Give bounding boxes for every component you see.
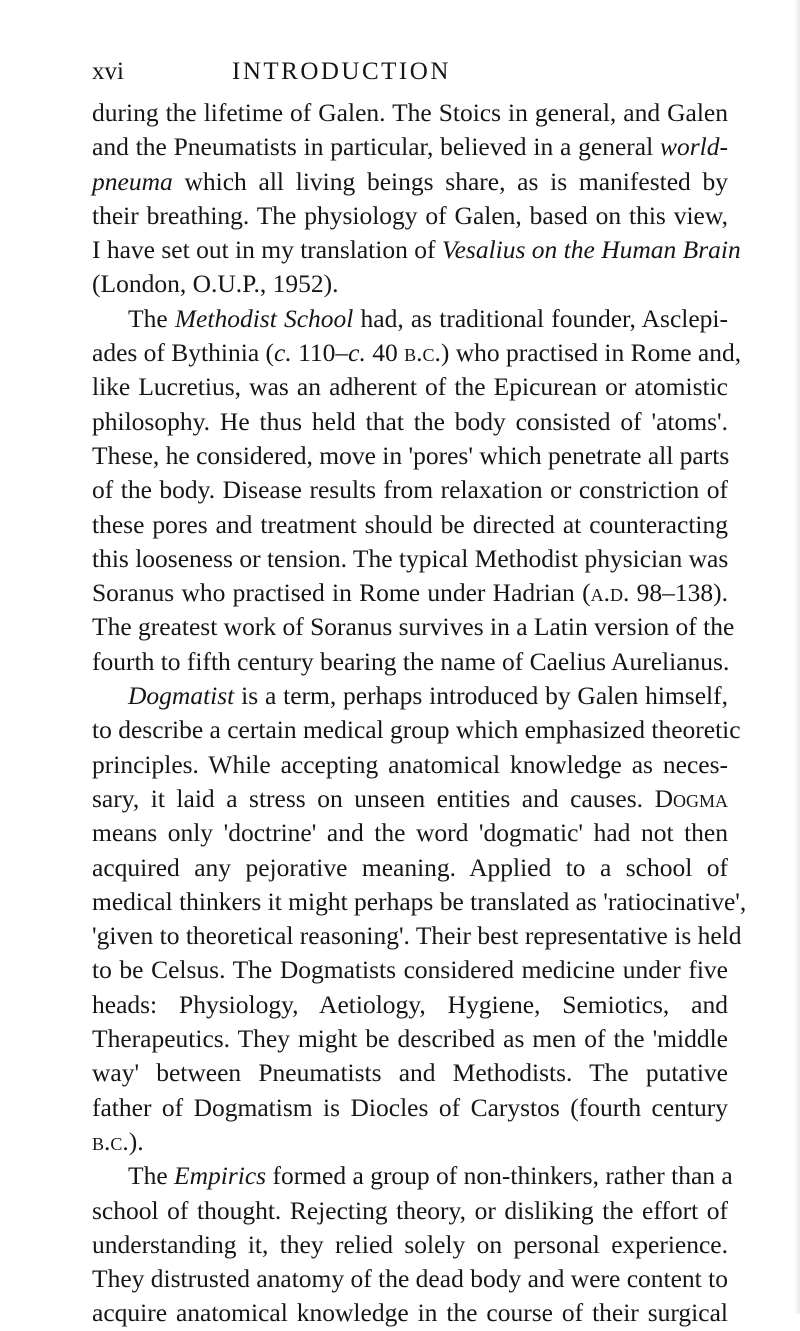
text-line: (London, O.U.P., 1952). (92, 269, 339, 299)
paragraph-empirics (92, 1159, 733, 1330)
small-caps-term: Dogma (654, 783, 728, 813)
text-line: heads: Physiology, Aetiology, Hygiene, Semiotics, and (92, 989, 728, 1019)
italic-term: world- (659, 132, 728, 162)
text-line: fourth to fifth century bearing the name of Caelius Aurelianus. (92, 646, 730, 676)
text-line: acquired any pejorative meaning. Applied to a school of (92, 852, 728, 882)
italic-circa: c. (274, 338, 292, 368)
text-line: these pores and treatment should be directed at counteracting (92, 509, 728, 539)
text-line: principles. While accepting anatomical knowledge as neces- (92, 749, 728, 779)
text-line: philosophy. He thus held that the body consisted of 'atoms'. (92, 406, 728, 436)
italic-term: Methodist School (174, 303, 354, 333)
text-line: pneuma which all living beings share, as is manifested by (92, 166, 728, 196)
chapter-title: INTRODUCTION (232, 58, 451, 85)
text-line: They distrusted anatomy of the dead body and were content to (92, 1264, 728, 1294)
italic-term: pneuma (92, 166, 173, 196)
text-line: like Lucretius, was an adherent of the Epicurean or atomistic (92, 372, 728, 402)
era-label: a.d. (590, 578, 630, 608)
text-line: during the lifetime of Galen. The Stoics in general, and Galen (92, 98, 728, 127)
page-number: xvi (92, 58, 124, 85)
text-line: to be Celsus. The Dogmatists considered medicine under five (92, 955, 728, 985)
book-page (92, 58, 747, 1331)
italic-term: Dogmatist (128, 681, 235, 711)
italic-circa: c. (348, 338, 366, 368)
text-line: of the body. Disease results from relaxation or constriction of (92, 475, 728, 505)
text-line: medical thinkers it might perhaps be translated as 'ratiocinative', (92, 886, 747, 916)
running-head (92, 58, 728, 92)
text-line: The Empirics formed a group of non-thinkers, rather than a (128, 1161, 733, 1191)
text-line: and the Pneumatists in particular, believed in a general world- (92, 132, 728, 162)
text-line: school of thought. Rejecting theory, or disliking the effort of (92, 1195, 728, 1225)
era-label: b.c. (92, 1126, 129, 1156)
paragraph-galen-stoics (92, 96, 741, 302)
text-line: The Methodist School had, as traditional founder, Asclepi- (128, 303, 729, 333)
text-line: their breathing. The physiology of Galen, based on this view, (92, 200, 728, 230)
text-line: ades of Bythinia (c. 110–c. 40 b.c.) who practised in Rome and, (92, 338, 742, 368)
text-line: sary, it laid a stress on unseen entities and causes. Dogma (92, 783, 728, 813)
text-line: These, he considered, move in 'pores' which penetrate all parts (92, 440, 730, 470)
italic-book-title: Vesalius on the Human Brain (441, 235, 741, 265)
page-edge-shadow (794, 0, 800, 1314)
text-line: 'given to theoretical reasoning'. Their best representative is held (92, 921, 742, 951)
italic-term: Empirics (174, 1161, 267, 1191)
text-line: Dogmatist is a term, perhaps introduced by Galen himself, (128, 681, 728, 711)
era-label: b.c. (404, 338, 441, 368)
paragraph-dogmatist (92, 679, 747, 1159)
text-line: Soranus who practised in Rome under Hadrian (a.d. 98–138). (92, 578, 729, 608)
paragraph-methodist-school (92, 302, 742, 679)
text-line: to describe a certain medical group which emphasized theoretic (92, 715, 741, 745)
text-line: means only 'doctrine' and the word 'dogmatic' had not then (92, 818, 728, 848)
text-line: father of Dogmatism is Diocles of Carystos (fourth century (92, 1092, 728, 1122)
text-line: way' between Pneumatists and Methodists. The putative (92, 1058, 728, 1088)
text-line: this looseness or tension. The typical Methodist physician was (92, 543, 729, 573)
text-line: understanding it, they relied solely on personal experience. (92, 1229, 728, 1259)
text-line: b.c.). (92, 1126, 144, 1156)
body-text (92, 96, 747, 1331)
text-line: I have set out in my translation of Vesalius on the Human Brain (92, 235, 741, 265)
text-line: The greatest work of Soranus survives in a Latin version of the (92, 612, 735, 642)
text-line: Therapeutics. They might be described as men of the 'middle (92, 1024, 728, 1054)
text-line: acquire anatomical knowledge in the course of their surgical (92, 1298, 728, 1328)
